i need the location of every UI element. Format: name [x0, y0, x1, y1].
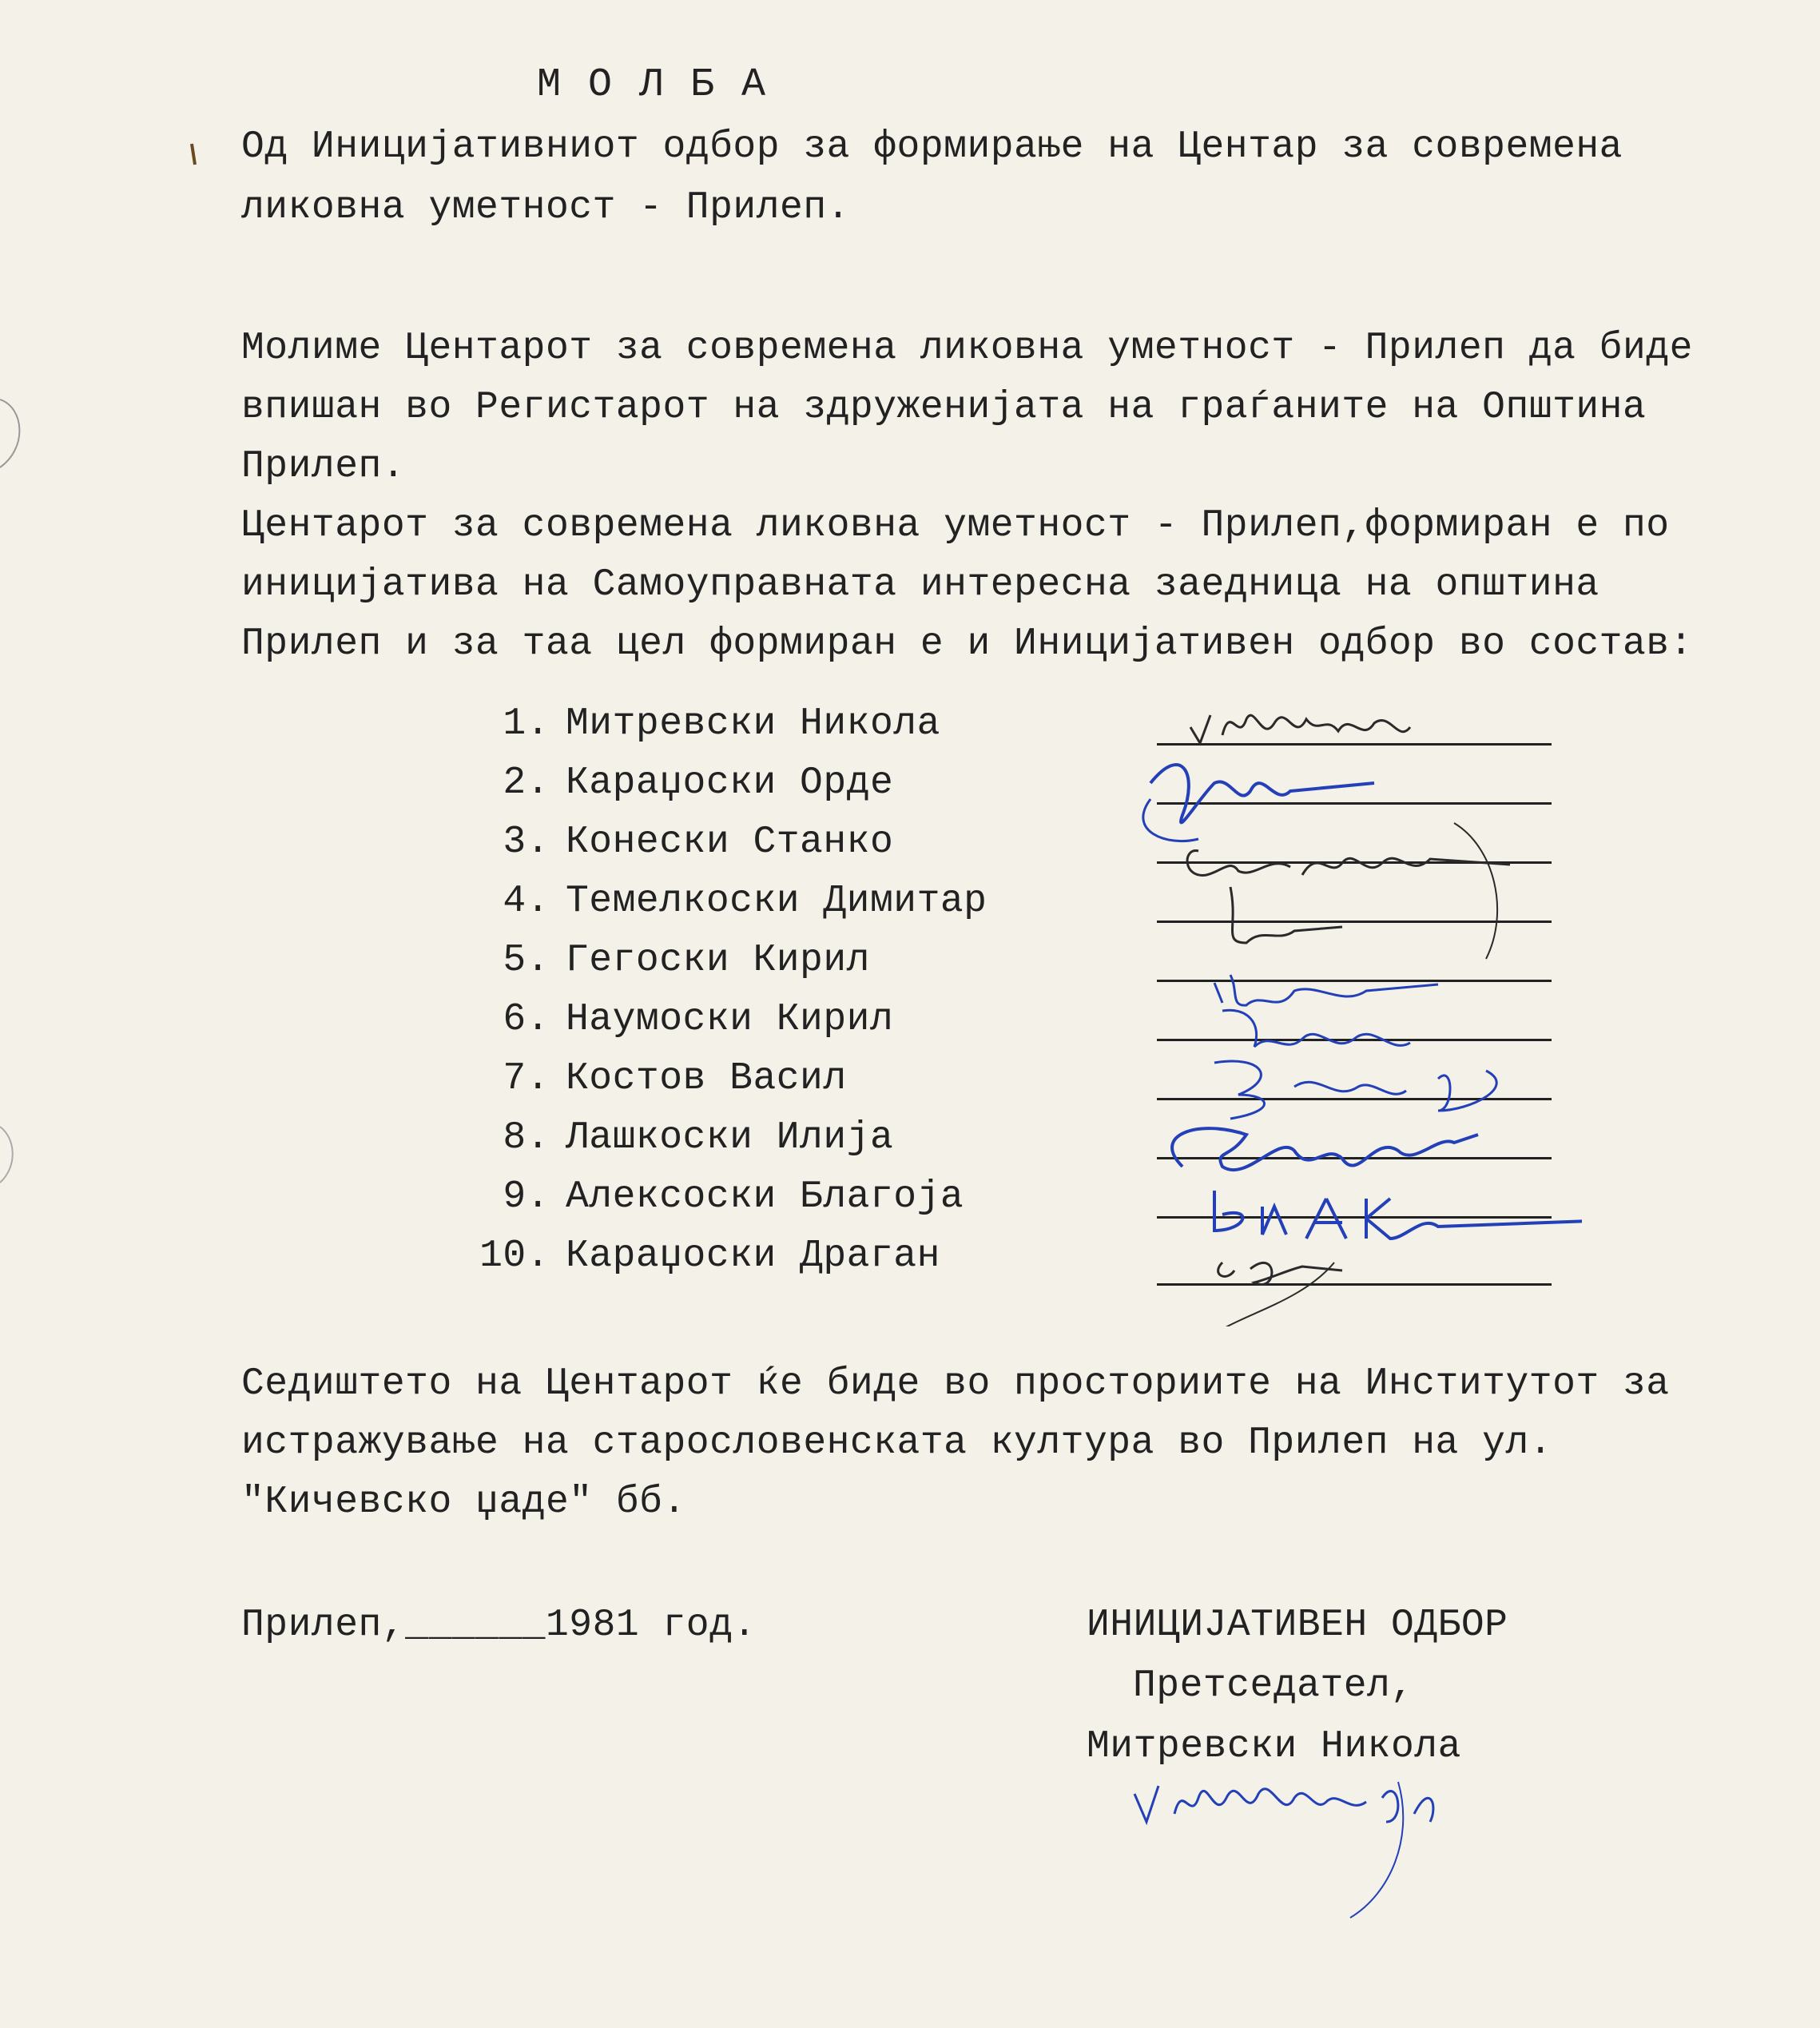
member-number: 4.	[503, 880, 550, 923]
member-item	[447, 821, 894, 864]
date-blank: ______	[405, 1604, 546, 1647]
member-name: Костов Васил	[566, 1057, 847, 1100]
member-item	[447, 882, 987, 921]
member-item	[447, 941, 870, 980]
member-item	[447, 1116, 894, 1159]
member-name: Лашкоски Илија	[566, 1116, 894, 1159]
member-item	[447, 1175, 964, 1219]
seat-line: истражување на старословенската култура во Прилеп на ул.	[241, 1422, 1553, 1465]
handwritten-signatures	[1135, 687, 1582, 1326]
member-number: 2.	[503, 761, 550, 805]
seat-line: "Кичевско џаде" бб.	[241, 1481, 686, 1524]
member-name: Алексоски Благоја	[566, 1175, 964, 1219]
request-line: Центарот за современа ликовна уметност - Прилеп,формиран е по	[241, 504, 1670, 547]
punch-hole-mark	[0, 392, 32, 479]
member-number: 8.	[503, 1116, 550, 1159]
member-item	[447, 702, 940, 746]
member-item	[447, 1235, 940, 1278]
member-name: Митревски Никола	[566, 702, 940, 746]
member-number: 10.	[479, 1235, 550, 1278]
member-item	[447, 1000, 893, 1039]
date-line	[241, 1604, 757, 1647]
member-name: Гегоски Кирил	[566, 939, 870, 982]
from-line-1: Од Иницијативниот одбор за формирање на Центар за современа	[241, 125, 1623, 169]
committee-title: ИНИЦИЈАТИВЕН ОДБОР	[1087, 1604, 1508, 1647]
member-name: Наумоски Кирил	[566, 998, 894, 1041]
seat-line: Седиштето на Центарот ќе биде во просториите на Институтот за	[241, 1362, 1670, 1406]
member-number: 6.	[503, 998, 550, 1041]
member-name: Караџоски Драган	[566, 1235, 940, 1278]
document-title: МОЛБА	[537, 62, 793, 108]
member-item	[447, 761, 894, 805]
member-name: Караџоски Орде	[566, 761, 894, 805]
chair-name: Митревски Никола	[1087, 1725, 1461, 1768]
chair-signature	[1111, 1718, 1478, 1926]
member-name: Темелкоски Димитар	[566, 880, 987, 923]
member-number: 1.	[503, 702, 550, 746]
year: 1981 год.	[545, 1604, 757, 1647]
ink-speck	[185, 142, 201, 166]
member-number: 5.	[503, 939, 550, 982]
from-line-2: ликовна уметност - Прилеп.	[241, 186, 850, 229]
request-line: Прилеп.	[241, 445, 406, 488]
request-line: Прилеп и за таа цел формиран е и Иницијативен одбор во состав:	[241, 622, 1693, 666]
member-number: 3.	[503, 821, 550, 864]
request-line: впишан во Регистарот на здруженијата на граѓаните на Општина	[241, 386, 1647, 429]
member-item	[447, 1057, 847, 1100]
member-name: Конески Станко	[566, 821, 894, 864]
request-line: Молиме Центарот за современа ликовна уметност - Прилеп да биде	[241, 327, 1693, 370]
chair-title: Претседател,	[1133, 1664, 1414, 1708]
punch-hole-mark	[0, 1119, 24, 1191]
member-number: 7.	[503, 1057, 550, 1100]
member-number: 9.	[503, 1175, 550, 1219]
place: Прилеп,	[241, 1604, 406, 1647]
request-line: иницијатива на Самоуправната интересна заедница на општина	[241, 563, 1599, 606]
